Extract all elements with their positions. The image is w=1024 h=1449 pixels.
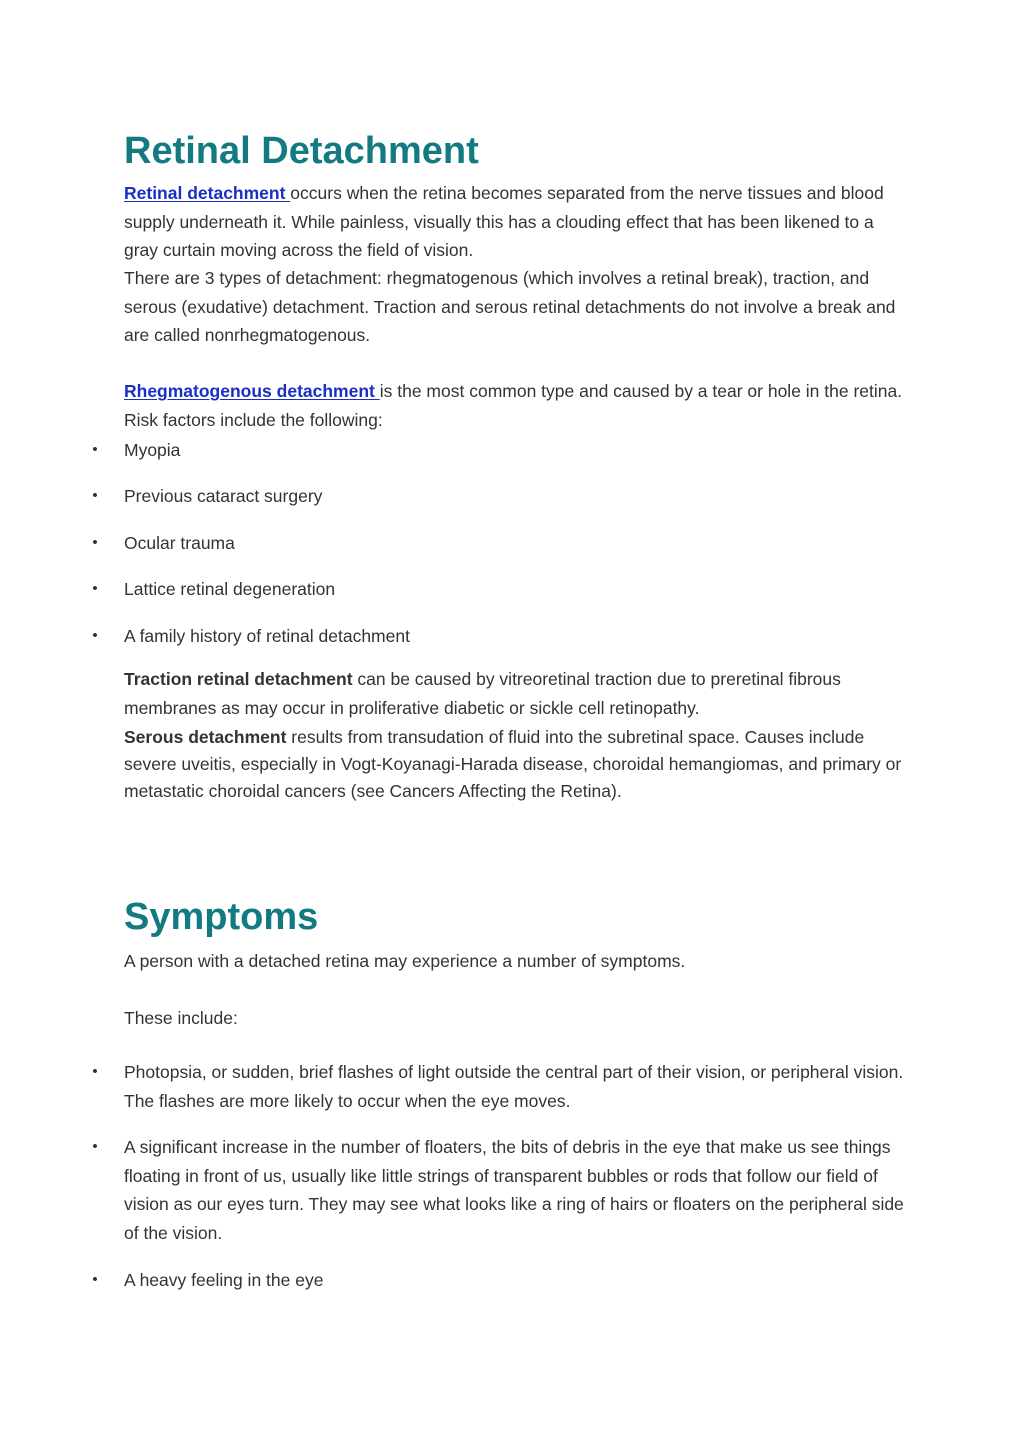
- serous-paragraph: [124, 724, 904, 805]
- rhegmatogenous-detachment-link[interactable]: Rhegmatogenous detachment: [124, 381, 380, 401]
- bullet-icon: •: [92, 1271, 98, 1288]
- intro-paragraph: [124, 179, 904, 265]
- traction-term: Traction retinal detachment: [124, 669, 353, 689]
- bullet-icon: •: [92, 534, 98, 551]
- serous-text: results from transudation of fluid into the subretinal space. Causes include severe uveitis, especially in Vogt-Koyanagi-Harada disease, choroidal hemangiomas, and primary or metastatic choroidal cancers (see Cancers Affecting the Retina).: [124, 727, 902, 801]
- these-include: These include:: [124, 1008, 238, 1028]
- types-paragraph: There are 3 types of detachment: rhegmatogenous (which involves a retinal break), traction, and serous (exudative) detachment. Traction and serous retinal detachments do not involve a break and are called nonrhegmatogenous.: [124, 268, 896, 345]
- section-title-retinal-detachment: Retinal Detachment: [124, 130, 479, 172]
- bullet-icon: •: [92, 1063, 98, 1080]
- bullet-icon: •: [92, 441, 98, 458]
- rhegmatogenous-text: is the most common type and caused by a tear or hole in the retina. Risk factors include the following:: [124, 381, 903, 430]
- bullet-icon: •: [92, 627, 98, 644]
- document-page: Retinal Detachment Retinal detachment occurs when the retina becomes separated from the nerve tissues and blood supply underneath it. While painless, visually this has a clouding effect that has been likened to a gray curtain moving across the field of vision. There are 3 types of detachment: rhegmatogenous (which involves a retinal break), traction, and serous (exudative) detachment. Traction and serous retinal detachments do not involve a break and are called nonrhegmatogenous. Rhegmatogenous detachment is the most common type and caused by a tear or hole in the retina. Risk factors include the following: • Myopia • Previous cataract surgery • Ocular trauma • Lattice retinal degeneration • A family history of retinal detachment Traction retinal detachment can be caused by vitreoretinal traction due to preretinal fibrous membranes as may occur in proliferative diabetic or sickle cell retinopathy. Serous detachment results from transudation of fluid into the subretinal space. Causes include severe uveitis, especially in Vogt-Koyanagi-Harada disease, choroidal hemangiomas, and primary or metastatic choroidal cancers (see Cancers Affecting the Retina). Symptoms A person with a detached retina may experience a number of symptoms. These include: • Photopsia, or sudden, brief flashes of light outside the central part of their vision, or peripheral vision. The flashes are more likely to occur when the eye moves. • A significant increase in the number of floaters, the bits of debris in the eye that make us see things floating in front of us, usually like little strings of transparent bubbles or rods that follow our field of vision as our eyes turn. They may see what looks like a ring of hairs or floaters on the peripheral side of the vision. • A heavy feeling in the eye: [0, 0, 1024, 1449]
- traction-paragraph: [124, 665, 904, 722]
- section-title-symptoms: Symptoms: [124, 896, 319, 938]
- serous-term: Serous detachment: [124, 727, 287, 747]
- intro-text: occurs when the retina becomes separated from the nerve tissues and blood supply underneath it. While painless, visually this has a clouding effect that has been likened to a gray curtain moving across the field of vision.: [124, 183, 884, 260]
- traction-text: can be caused by vitreoretinal traction due to preretinal fibrous membranes as may occur in proliferative diabetic or sickle cell retinopathy.: [124, 669, 841, 718]
- bullet-icon: •: [92, 487, 98, 504]
- symptoms-intro: A person with a detached retina may experience a number of symptoms.: [124, 951, 686, 971]
- retinal-detachment-link[interactable]: Retinal detachment: [124, 183, 291, 203]
- bullet-icon: •: [92, 580, 98, 597]
- rhegmatogenous-paragraph: [124, 377, 904, 434]
- bullet-icon: •: [92, 1138, 98, 1155]
